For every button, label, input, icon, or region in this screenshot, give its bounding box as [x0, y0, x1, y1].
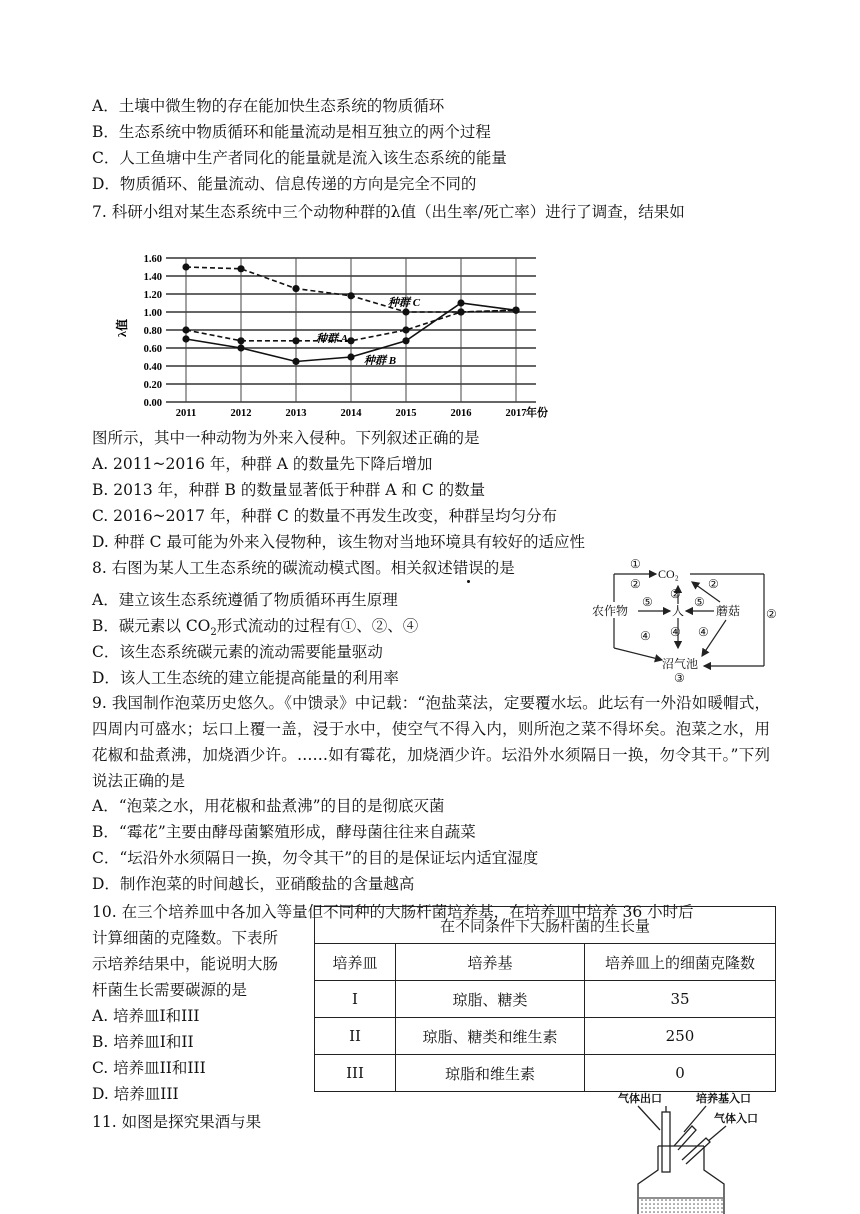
series-population-a-point [182, 326, 189, 333]
series-population-a-point [347, 337, 354, 344]
chart-x-tick-label: 2011 [175, 408, 197, 419]
table-header-medium: 培养基 [396, 944, 585, 981]
diagram-co2: CO₂ [658, 567, 679, 581]
series-population-c-point [237, 265, 244, 272]
series-population-b-point [292, 358, 299, 365]
chart-y-tick-labels [144, 254, 162, 409]
series-population-c-point [402, 308, 409, 315]
table-title: 在不同条件下大肠杆菌的生长量 [315, 907, 776, 944]
q7-option-a: A. 2011~2016 年，种群 A 的数量先下降后增加 [92, 455, 433, 473]
table-header-dish: 培养皿 [315, 944, 396, 981]
series-population-b-point [402, 337, 409, 344]
q9-option-d: D．制作泡菜的时间越长，亚硝酸盐的含量越高 [92, 875, 415, 893]
q7-option-c: C. 2016~2017 年，种群 C 的数量不再发生改变，种群呈均匀分布 [92, 507, 558, 525]
q8-option-b: B．碳元素以 $CO_2$形式流动的过程有①、②、④ [92, 617, 419, 639]
legend-label-population-b: 种群 B [364, 355, 397, 367]
q8-option-c: C．该生态系统碳元素的流动需要能量驱动 [92, 643, 383, 661]
q9-option-b: B．“霉花”主要由酵母菌繁殖形成，酵母菌往往来自蔬菜 [92, 823, 476, 841]
lambda-line-chart [108, 242, 548, 424]
q10-stem-line4: 杆菌生长需要碳源的是 [92, 981, 248, 999]
q8-stem: 8. 右图为某人工生态系统的碳流动模式图。相关叙述错误的是 [92, 559, 515, 577]
diagram-label-2d: ② [766, 607, 777, 621]
series-population-a-point [292, 337, 299, 344]
table-cell: 琼脂、糖类 [396, 981, 585, 1018]
chart-x-tick-label: 2015 [395, 408, 417, 419]
q10-option-a: A. 培养皿I和III [92, 1007, 200, 1025]
carbon-flow-diagram [590, 556, 780, 684]
diagram-label-5a: ⑤ [642, 595, 653, 609]
chart-x-axis-label: 年份 [526, 407, 548, 419]
series-population-b-point [182, 335, 189, 342]
table-cell: II [315, 1018, 396, 1055]
table-cell: 0 [585, 1055, 776, 1092]
chart-y-tick-label: 0.20 [143, 380, 162, 391]
diagram-label-1: ① [630, 557, 641, 571]
q9-option-c: C．“坛沿外水须隔日一换，勿令其干”的目的是保证坛内适宜湿度 [92, 849, 539, 867]
fermentation-apparatus-diagram [596, 1086, 776, 1214]
q9-option-a: A．“泡菜之水，用花椒和盐煮沸”的目的是彻底灭菌 [92, 797, 445, 815]
chart-x-tick-label: 2012 [230, 408, 252, 419]
diagram-label-2c: ② [670, 587, 681, 601]
q10-option-d: D. 培养皿III [92, 1085, 179, 1103]
table-cell: III [315, 1055, 396, 1092]
chart-x-tick-labels [176, 408, 527, 419]
table-row [315, 981, 776, 1018]
series-population-c-point [292, 285, 299, 292]
chart-y-tick-label: 1.40 [143, 272, 162, 283]
diagram-crop: 农作物 [592, 604, 629, 618]
growth-table [314, 906, 776, 1092]
series-population-b-point [237, 344, 244, 351]
series-population-b-point [347, 353, 354, 360]
q8-emphasis-error: 错误 [452, 559, 484, 577]
q8-option-a: A．建立该生态系统遵循了物质循环再生原理 [92, 591, 398, 609]
diagram-label-2b: ② [708, 577, 719, 591]
q6-option-a: A．土壤中微生物的存在能加快生态系统的物质循环 [92, 97, 445, 115]
table-cell: 琼脂、糖类和维生素 [396, 1018, 585, 1055]
chart-gridlines [166, 258, 536, 402]
q6-option-b: B．生态系统中物质循环和能量流动是相互独立的两个过程 [92, 123, 491, 141]
diagram-label-4b: ④ [670, 625, 681, 639]
diagram-biogas: 沼气池 [662, 657, 699, 671]
series-population-c-point [347, 292, 354, 299]
series-population-a-point [457, 308, 464, 315]
series-population-a-point [237, 337, 244, 344]
label-medium-inlet: 培养基入口 [696, 1093, 751, 1105]
chart-y-tick-label: 0.60 [143, 344, 162, 355]
legend-label-population-a: 种群 A [316, 333, 349, 345]
chart-y-tick-label: 1.00 [143, 308, 162, 319]
chart-y-tick-label: 0.40 [143, 362, 162, 373]
q6-option-d: D．物质循环、能量流动、信息传递的方向是完全不同的 [92, 175, 477, 193]
legend-label-population-c: 种群 C [388, 297, 421, 309]
table-cell: 250 [585, 1018, 776, 1055]
series-population-b-point [457, 299, 464, 306]
chart-y-axis-label: λ值 [115, 319, 129, 337]
diagram-label-5b: ⑤ [694, 595, 705, 609]
table-header-colonies: 培养皿上的细菌克隆数 [585, 944, 776, 981]
q7-stem-line2: 图所示，其中一种动物为外来入侵种。下列叙述正确的是 [92, 429, 480, 447]
q10-stem-line3: 示培养结果中，能说明大肠 [92, 955, 279, 973]
q10-stem-line2: 计算细菌的克隆数。下表所 [92, 929, 279, 947]
q10-option-c: C. 培养皿II和III [92, 1059, 206, 1077]
chart-y-tick-label: 0.80 [143, 326, 162, 337]
series-population-b-point [512, 307, 519, 314]
series-population-a-point [402, 326, 409, 333]
label-gas-outlet: 气体出口 [618, 1093, 662, 1105]
chart-x-tick-label: 2016 [450, 408, 472, 419]
q7-option-b: B. 2013 年，种群 B 的数量显著低于种群 A 和 C 的数量 [92, 481, 486, 499]
table-cell: 35 [585, 981, 776, 1018]
table-row [315, 1018, 776, 1055]
q10-option-b: B. 培养皿I和II [92, 1033, 194, 1051]
q7-stem-line1: 7. 科研小组对某生态系统中三个动物种群的λ值（出生率/死亡率）进行了调查，结果如 [92, 203, 685, 221]
q10-stem-line1: 10. 在三个培养皿中各加入等量但不同种的大肠杆菌培养基，在培养皿中培养 36 小时后 [92, 903, 694, 921]
q11-stem: 11. 如图是探究果酒与果 [92, 1113, 262, 1131]
diagram-label-4a: ④ [640, 629, 651, 643]
diagram-human: 人 [672, 604, 685, 618]
q7-option-d: D. 种群 C 最可能为外来入侵物种，该生物对当地环境具有较好的适应性 [92, 533, 585, 551]
chart-x-tick-label: 2017 [505, 408, 527, 419]
q6-option-c: C．人工鱼塘中生产者同化的能量就是流入该生态系统的能量 [92, 149, 507, 167]
chart-y-tick-label: 0.00 [143, 398, 162, 409]
diagram-label-2a: ② [630, 577, 641, 591]
q9-stem: 9. 我国制作泡菜历史悠久。《中馈录》中记载：“泡盐菜法，定要覆水坛。此坛有一外沿如暖帽式，四周内可盛水；坛口上覆一盖，浸于水中，使空气不得入内，则所泡之菜不得坏矣。泡菜之水，用花椒和盐煮沸，加烧酒少许。……如有霉花，加烧酒少许。坛沿外水须隔日一换，勿令其干。”下列说法正确的是 [92, 694, 770, 790]
diagram-mushroom: 蘑菇 [716, 604, 741, 618]
chart-x-tick-label: 2013 [285, 408, 307, 419]
chart-y-tick-label: 1.20 [143, 290, 162, 301]
table-cell: 琼脂和维生素 [396, 1055, 585, 1092]
chart-y-tick-label: 1.60 [143, 254, 162, 265]
table-cell: I [315, 981, 396, 1018]
label-gas-inlet: 气体入口 [714, 1113, 758, 1125]
chart-x-tick-label: 2014 [340, 408, 362, 419]
diagram-label-4c: ④ [698, 625, 709, 639]
series-population-c-point [182, 263, 189, 270]
diagram-label-3: ③ [674, 671, 685, 684]
q8-option-d: D．该人工生态统的建立能提高能量的利用率 [92, 669, 399, 687]
